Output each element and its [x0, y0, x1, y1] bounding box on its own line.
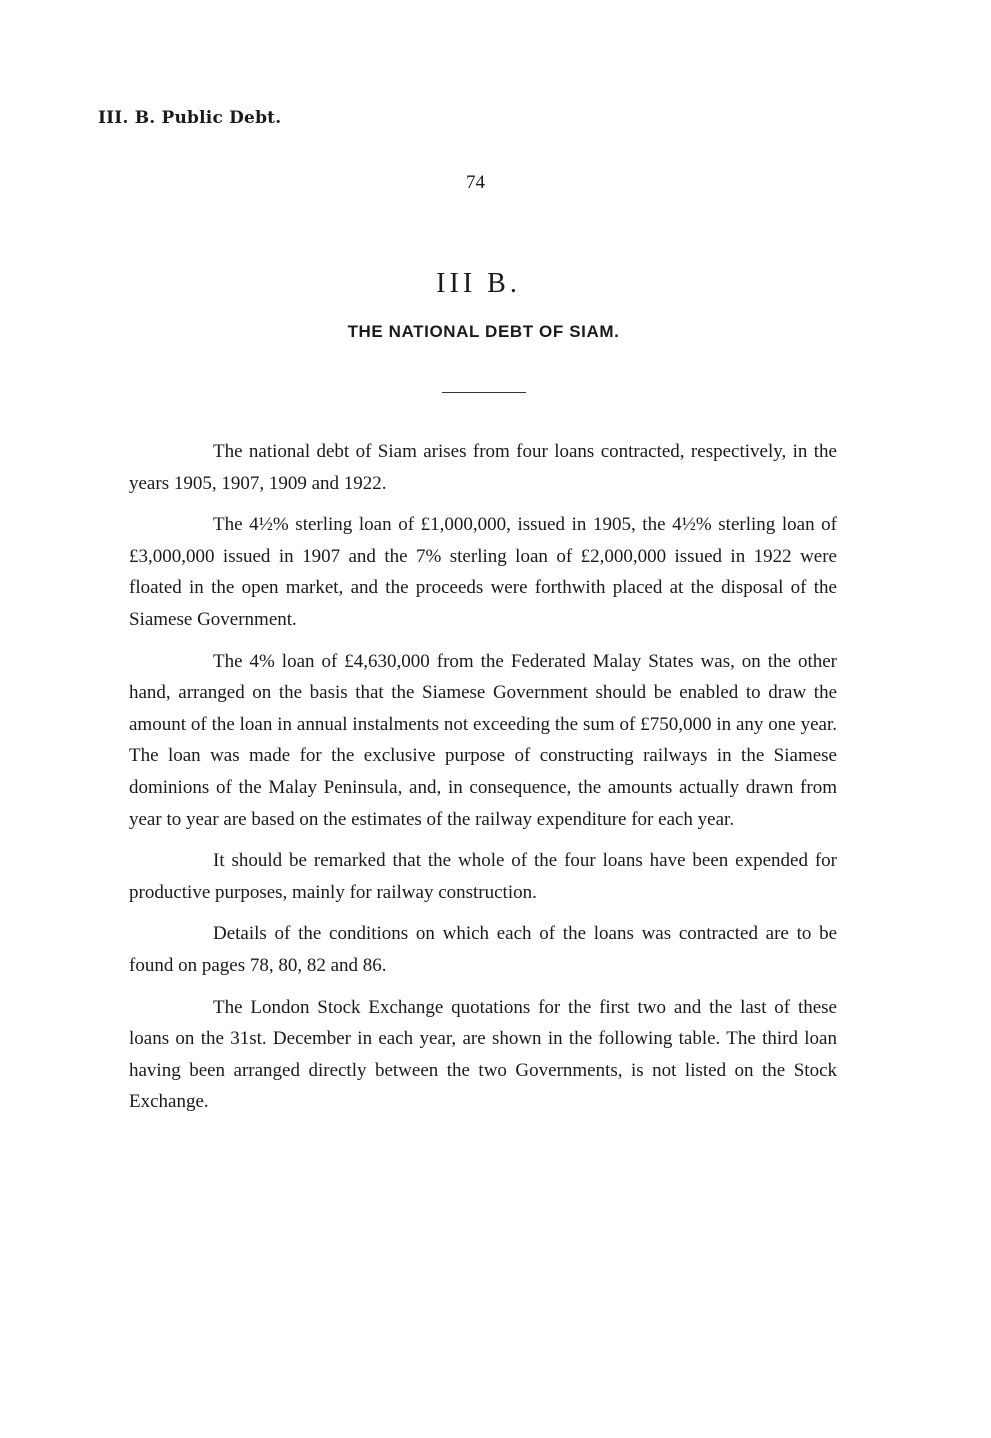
body-text: [129, 436, 837, 1128]
divider-rule: [442, 392, 526, 393]
section-number: III B.: [436, 268, 521, 299]
section-title: THE NATIONAL DEBT OF SIAM.: [347, 322, 620, 341]
paragraph-4: It should be remarked that the whole of the four loans have been expended for productive purposes, mainly for railway construction.: [129, 850, 837, 903]
paragraph-6: The London Stock Exchange quotations for the first two and the last of these loans on the 31st. December in each year, are shown in the following table. The third loan having been arranged directly between the two Governments, is not listed on the Stock Exchange.: [129, 996, 837, 1113]
page-number: 74: [466, 172, 485, 193]
paragraph-1: The national debt of Siam arises from four loans contracted, respectively, in the years 1905, 1907, 1909 and 1922.: [129, 441, 837, 494]
paragraph-3: The 4% loan of £4,630,000 from the Federated Malay States was, on the other hand, arranged on the basis that the Siamese Government should be enabled to draw the amount of the loan in annual instalments not exceeding the sum of £750,000 in any one year. The loan was made for the exclusive purpose of constructing railways in the Siamese dominions of the Malay Peninsula, and, in consequence, the amounts actually drawn from year to year are based on the estimates of the railway expenditure for each year.: [129, 650, 837, 830]
running-head: III. B. Public Debt.: [98, 108, 282, 128]
paragraph-2: The 4½% sterling loan of £1,000,000, issued in 1905, the 4½% sterling loan of £3,000,000 issued in 1907 and the 7% sterling loan of £2,000,000 issued in 1922 were floated in the open market, and the proceeds were forthwith placed at the disposal of the Siamese Government.: [129, 514, 837, 630]
paragraph-5: Details of the conditions on which each of the loans was contracted are to be found on pages 78, 80, 82 and 86.: [129, 923, 837, 976]
